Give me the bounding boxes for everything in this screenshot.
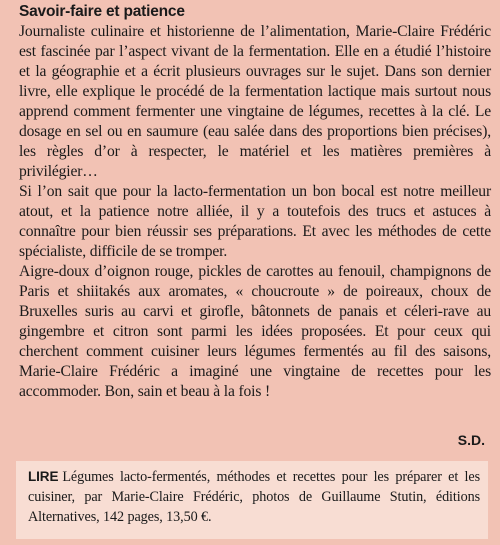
- article-title: Savoir-faire et patience: [19, 3, 185, 20]
- read-label: LIRE: [28, 469, 59, 484]
- article-paragraph: Journaliste culinaire et historienne de l’alimentation, Marie-Claire Frédéric est fascinée par l’aspect vivant de la fermentation. Elle en a étudié l’histoire et la géographie et a écrit plusieurs ouvrages sur le sujet. Dans son dernier livre, elle explique le procédé de la fermentation lactique mais surtout nous apprend comment fermenter une vingtaine de légumes, recettes à la clé. Le dosage en sel ou en saumure (eau salée dans des proportions bien précises), les règles d’or à respecter, le matériel et les matières premières à privilégier…: [19, 23, 491, 180]
- article-paragraph: Si l’on sait que pour la lacto-fermentation un bon bocal est notre meilleur atout, et la patience notre alliée, il y a toutefois des trucs et astuces à connaître pour bien réussir ses préparations. Et avec les méthodes de cette spécialiste, difficile de se tromper.: [19, 183, 491, 260]
- article-body: [19, 22, 491, 402]
- author-signature: S.D.: [457, 432, 485, 448]
- book-reference-text: Légumes lacto-fermentés, méthodes et recettes pour les préparer et les cuisiner, par Marie-Claire Frédéric, photos de Guillaume Stutin, éditions Alternatives, 142 pages, 13,50 €.: [28, 469, 480, 525]
- book-reference-box: [16, 461, 488, 539]
- article-paragraph: Aigre-doux d’oignon rouge, pickles de carottes au fenouil, champignons de Paris et shiitakés aux aromates, « choucroute » de poireaux, choux de Bruxelles suris au carvi et girofle, bâtonnets de panais et céleri-rave au gingembre et citron sont parmi les idées proposées. Et pour ceux qui cherchent comment cuisiner leurs légumes fermentés au fil des saisons, Marie-Claire Frédéric a imaginé une vingtaine de recettes pour les accommoder. Bon, sain et beau à la fois !: [19, 263, 491, 400]
